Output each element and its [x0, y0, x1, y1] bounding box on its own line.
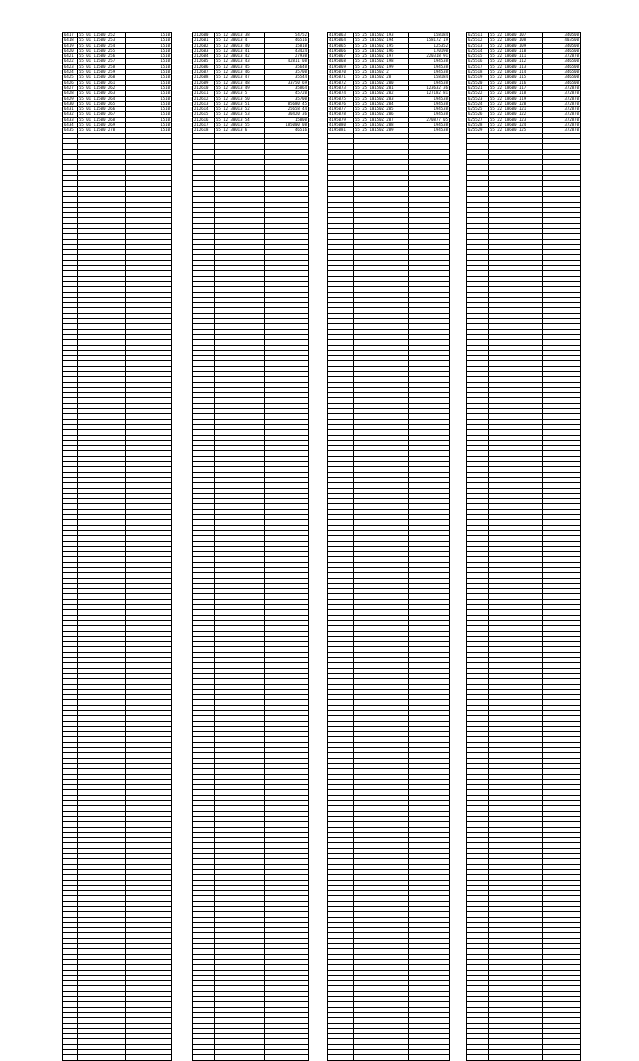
- value-cell: 35700: [265, 70, 309, 75]
- code-cell: 55 25 10150Z 209: [354, 128, 409, 133]
- code-cell: 55 25 10150Z 206: [354, 112, 409, 117]
- row-id-cell: 212614: [193, 107, 215, 112]
- code-cell: 55 12 30013 50: [215, 96, 265, 101]
- value-cell: 372870: [543, 54, 581, 59]
- row-id-cell: 625527: [467, 117, 489, 122]
- value-cell: [409, 1055, 450, 1060]
- value-cell: 1510: [126, 107, 172, 112]
- value-cell: 1510: [126, 33, 172, 38]
- value-cell: 30420 36: [265, 112, 309, 117]
- code-cell: 55 25 10150Z 204: [354, 101, 409, 106]
- code-cell: 55 25 10150Z 197: [354, 54, 409, 59]
- row-id-cell: [193, 1055, 215, 1060]
- row-id-cell: 4195070: [328, 70, 354, 75]
- row-id-cell: 625524: [467, 101, 489, 106]
- code-cell: 55 01 11500 270: [78, 128, 126, 133]
- value-cell: [126, 1055, 172, 1060]
- value-cell: 1510: [126, 117, 172, 122]
- row-id-cell: 625526: [467, 112, 489, 117]
- code-cell: 55 01 11500 263: [78, 91, 126, 96]
- value-cell: 1510: [126, 70, 172, 75]
- row-id-cell: 212618: [193, 128, 215, 133]
- table-column-1: [62, 32, 172, 1061]
- code-cell: 55 22 18600 107: [489, 33, 543, 38]
- row-id-cell: 212603: [193, 48, 215, 53]
- code-cell: 55 12 30013 52: [215, 107, 265, 112]
- code-cell: 55 22 18600 113: [489, 64, 543, 69]
- row-id-cell: 6417: [63, 33, 78, 38]
- value-cell: 372870: [543, 123, 581, 128]
- row-id-cell: 6433: [63, 117, 78, 122]
- table-row: [328, 38, 450, 43]
- value-cell: 35544: [265, 75, 309, 80]
- row-id-cell: [328, 1055, 354, 1060]
- value-cell: 194538: [409, 59, 450, 64]
- code-cell: 55 25 10150Z 203: [354, 96, 409, 101]
- data-table-2: [192, 32, 309, 1061]
- code-cell: 55 01 11500 268: [78, 117, 126, 122]
- row-id-cell: 4195068: [328, 59, 354, 64]
- value-cell: 27930: [265, 54, 309, 59]
- value-cell: 372870: [543, 91, 581, 96]
- row-id-cell: 4195071: [328, 75, 354, 80]
- code-cell: 55 22 18600 124: [489, 123, 543, 128]
- code-cell: 55 12 30013 41: [215, 48, 265, 53]
- code-cell: 55 01 11500 269: [78, 123, 126, 128]
- code-cell: [78, 1055, 126, 1060]
- row-id-cell: 4195081: [328, 128, 354, 133]
- table-row: [63, 1055, 172, 1060]
- row-id-cell: 212602: [193, 43, 215, 48]
- code-cell: 55 25 10150Z 199: [354, 64, 409, 69]
- row-id-cell: 625529: [467, 128, 489, 133]
- row-id-cell: 6419: [63, 43, 78, 48]
- row-id-cell: 625517: [467, 64, 489, 69]
- value-cell: 125352: [409, 43, 450, 48]
- code-cell: 55 22 18600 118: [489, 91, 543, 96]
- value-cell: 1510: [126, 80, 172, 85]
- value-cell: 46516: [265, 38, 309, 43]
- code-cell: 55 22 18600 125: [489, 128, 543, 133]
- value-cell: 346500: [543, 70, 581, 75]
- row-id-cell: 625514: [467, 48, 489, 53]
- row-id-cell: 212612: [193, 96, 215, 101]
- row-id-cell: [63, 1055, 78, 1060]
- table-row: [193, 1055, 309, 1060]
- table-row: [328, 85, 450, 90]
- row-id-cell: 4195075: [328, 96, 354, 101]
- value-cell: 25658 44: [265, 107, 309, 112]
- value-cell: 54752: [265, 33, 309, 38]
- row-id-cell: 4195074: [328, 91, 354, 96]
- value-cell: 35640: [265, 64, 309, 69]
- code-cell: 55 12 30013 54: [215, 117, 265, 122]
- row-id-cell: 212601: [193, 38, 215, 43]
- code-cell: 55 25 10150Z 193: [354, 33, 409, 38]
- value-cell: 270877 05: [409, 117, 450, 122]
- code-cell: 55 01 11500 259: [78, 70, 126, 75]
- code-cell: 55 12 30013 38: [215, 33, 265, 38]
- code-cell: 55 01 11500 265: [78, 101, 126, 106]
- row-id-cell: 625521: [467, 85, 489, 90]
- value-cell: 15810: [265, 43, 309, 48]
- code-cell: 55 22 18600 109: [489, 43, 543, 48]
- code-cell: 55 22 18600 110: [489, 48, 543, 53]
- code-cell: 55 12 30013 48: [215, 80, 265, 85]
- value-cell: 1510: [126, 101, 172, 106]
- code-cell: 55 12 30013 49: [215, 85, 265, 90]
- row-id-cell: 625518: [467, 70, 489, 75]
- code-cell: 55 25 10150Z 202: [354, 91, 409, 96]
- row-id-cell: 625528: [467, 123, 489, 128]
- code-cell: 55 25 10150Z 205: [354, 107, 409, 112]
- data-table-4: [466, 32, 581, 1061]
- code-cell: 55 22 18600 112: [489, 59, 543, 64]
- code-cell: 55 25 10150Z 20: [354, 75, 409, 80]
- row-id-cell: 212616: [193, 117, 215, 122]
- table-row: [328, 91, 450, 96]
- value-cell: 1510: [126, 59, 172, 64]
- code-cell: 55 22 18600 115: [489, 75, 543, 80]
- value-cell: 43424: [265, 48, 309, 53]
- value-cell: 1510: [126, 43, 172, 48]
- row-id-cell: 6424: [63, 70, 78, 75]
- row-id-cell: 212615: [193, 112, 215, 117]
- row-id-cell: 212604: [193, 54, 215, 59]
- value-cell: 158184: [409, 75, 450, 80]
- code-cell: 55 12 30013 53: [215, 112, 265, 117]
- row-id-cell: 6428: [63, 91, 78, 96]
- value-cell: 372870: [543, 96, 581, 101]
- row-id-cell: 625522: [467, 91, 489, 96]
- value-cell: 123632 36: [409, 85, 450, 90]
- row-id-cell: 212611: [193, 91, 215, 96]
- code-cell: 55 12 30013 6: [215, 128, 265, 133]
- value-cell: 194538: [409, 64, 450, 69]
- value-cell: 158172 19: [409, 38, 450, 43]
- value-cell: 403500: [543, 38, 581, 43]
- table-row: [328, 54, 450, 59]
- value-cell: 194538: [409, 128, 450, 133]
- code-cell: 55 12 30013 51: [215, 101, 265, 106]
- code-cell: 55 22 18600 116: [489, 80, 543, 85]
- row-id-cell: 212610: [193, 85, 215, 90]
- code-cell: 55 22 18600 119: [489, 96, 543, 101]
- code-cell: 55 12 30013 40: [215, 43, 265, 48]
- value-cell: 372870: [543, 101, 581, 106]
- value-cell: 340500: [543, 43, 581, 48]
- row-id-cell: 6425: [63, 75, 78, 80]
- value-cell: 372870: [543, 107, 581, 112]
- value-cell: 1510: [126, 91, 172, 96]
- code-cell: 55 22 18600 108: [489, 38, 543, 43]
- code-cell: 55 22 18600 122: [489, 112, 543, 117]
- value-cell: 372870: [543, 117, 581, 122]
- row-id-cell: 4195079: [328, 117, 354, 122]
- row-id-cell: 4195078: [328, 112, 354, 117]
- row-id-cell: 212613: [193, 101, 215, 106]
- code-cell: 55 01 11500 256: [78, 54, 126, 59]
- row-id-cell: 212606: [193, 64, 215, 69]
- row-id-cell: 6421: [63, 54, 78, 59]
- row-id-cell: 625515: [467, 54, 489, 59]
- code-cell: 55 25 10150Z 194: [354, 38, 409, 43]
- value-cell: 372870: [543, 112, 581, 117]
- code-cell: 55 25 10150Z 208: [354, 123, 409, 128]
- row-id-cell: [467, 1055, 489, 1060]
- code-cell: 55 12 30013 47: [215, 75, 265, 80]
- value-cell: [265, 1055, 309, 1060]
- value-cell: 194538: [409, 70, 450, 75]
- value-cell: 372870: [543, 128, 581, 133]
- code-cell: 55 12 30013 5: [215, 91, 265, 96]
- row-id-cell: 212609: [193, 80, 215, 85]
- row-id-cell: 4195067: [328, 54, 354, 59]
- table-column-2: [192, 32, 309, 1061]
- value-cell: 127182 81: [409, 91, 450, 96]
- code-cell: 55 12 30013 46: [215, 70, 265, 75]
- row-id-cell: 6434: [63, 123, 78, 128]
- value-cell: 346500: [543, 59, 581, 64]
- code-cell: 55 01 11500 252: [78, 33, 126, 38]
- value-cell: 346500: [543, 75, 581, 80]
- row-id-cell: 6427: [63, 85, 78, 90]
- value-cell: 170190: [409, 48, 450, 53]
- code-cell: 55 25 10150Z 195: [354, 43, 409, 48]
- value-cell: 194538: [409, 123, 450, 128]
- value-cell: 1510: [126, 75, 172, 80]
- table-column-3: [327, 32, 450, 1061]
- value-cell: 185000 08: [265, 123, 309, 128]
- code-cell: [215, 1055, 265, 1060]
- value-cell: 46516: [265, 128, 309, 133]
- data-table-3: [327, 32, 450, 1061]
- code-cell: 55 25 10150Z 207: [354, 117, 409, 122]
- value-cell: 1510: [126, 128, 172, 133]
- code-cell: 55 01 11500 267: [78, 112, 126, 117]
- row-id-cell: 625513: [467, 43, 489, 48]
- code-cell: 55 22 18600 121: [489, 107, 543, 112]
- code-cell: 55 01 11500 266: [78, 107, 126, 112]
- value-cell: 220318 91: [409, 54, 450, 59]
- row-id-cell: 4195069: [328, 64, 354, 69]
- row-id-cell: 212600: [193, 33, 215, 38]
- row-id-cell: 6429: [63, 96, 78, 101]
- row-id-cell: 6420: [63, 48, 78, 53]
- value-cell: 35700: [265, 96, 309, 101]
- code-cell: 55 12 30013 45: [215, 64, 265, 69]
- row-id-cell: 6423: [63, 64, 78, 69]
- code-cell: 55 01 11500 264: [78, 96, 126, 101]
- value-cell: 42811 08: [265, 59, 309, 64]
- row-id-cell: 4195077: [328, 107, 354, 112]
- code-cell: 55 25 10150Z 198: [354, 59, 409, 64]
- code-cell: 55 01 11500 257: [78, 59, 126, 64]
- code-cell: 55 25 10150Z 196: [354, 48, 409, 53]
- row-id-cell: 625511: [467, 33, 489, 38]
- code-cell: 55 12 30013 42: [215, 54, 265, 59]
- code-cell: 55 01 11500 255: [78, 48, 126, 53]
- value-cell: 45720: [265, 91, 309, 96]
- row-id-cell: 625525: [467, 107, 489, 112]
- value-cell: 1510: [126, 123, 172, 128]
- code-cell: 55 22 18600 111: [489, 54, 543, 59]
- value-cell: 194538: [409, 107, 450, 112]
- value-cell: 194538: [409, 96, 450, 101]
- row-id-cell: 6435: [63, 128, 78, 133]
- code-cell: [354, 1055, 409, 1060]
- row-id-cell: 4195063: [328, 33, 354, 38]
- code-cell: 55 01 11500 260: [78, 75, 126, 80]
- code-cell: 55 22 18600 120: [489, 101, 543, 106]
- code-cell: 55 22 18600 123: [489, 117, 543, 122]
- row-id-cell: 625523: [467, 96, 489, 101]
- code-cell: 55 01 11500 258: [78, 64, 126, 69]
- code-cell: 55 22 18600 114: [489, 70, 543, 75]
- data-table-1: [62, 32, 172, 1061]
- code-cell: 55 22 18600 117: [489, 85, 543, 90]
- code-cell: 55 01 11500 253: [78, 38, 126, 43]
- table-row: [328, 1055, 450, 1060]
- value-cell: 372870: [543, 85, 581, 90]
- value-cell: 158184: [409, 33, 450, 38]
- code-cell: 55 01 11500 254: [78, 43, 126, 48]
- code-cell: 55 25 10150Z 201: [354, 85, 409, 90]
- row-id-cell: 4195072: [328, 80, 354, 85]
- code-cell: [489, 1055, 543, 1060]
- row-id-cell: 625516: [467, 59, 489, 64]
- row-id-cell: 212617: [193, 123, 215, 128]
- code-cell: 55 12 30013 43: [215, 59, 265, 64]
- value-cell: 346500: [543, 48, 581, 53]
- value-cell: 194538: [409, 101, 450, 106]
- row-id-cell: 4195066: [328, 48, 354, 53]
- row-id-cell: 625520: [467, 80, 489, 85]
- value-cell: 1510: [126, 48, 172, 53]
- value-cell: 33750 69: [265, 80, 309, 85]
- code-cell: 55 01 11500 262: [78, 85, 126, 90]
- row-id-cell: 4195064: [328, 38, 354, 43]
- code-cell: 55 12 30013 55: [215, 123, 265, 128]
- row-id-cell: 212608: [193, 75, 215, 80]
- value-cell: 1510: [126, 54, 172, 59]
- value-cell: 346500: [543, 64, 581, 69]
- row-id-cell: 4195080: [328, 123, 354, 128]
- value-cell: 1510: [126, 38, 172, 43]
- code-cell: 55 01 11500 261: [78, 80, 126, 85]
- row-id-cell: 212607: [193, 70, 215, 75]
- row-id-cell: 6418: [63, 38, 78, 43]
- value-cell: 35864: [265, 85, 309, 90]
- value-cell: 1510: [126, 64, 172, 69]
- row-id-cell: 4195073: [328, 85, 354, 90]
- value-cell: [543, 1055, 581, 1060]
- row-id-cell: 6426: [63, 80, 78, 85]
- row-id-cell: 625519: [467, 75, 489, 80]
- value-cell: 1510: [126, 85, 172, 90]
- row-id-cell: 6430: [63, 101, 78, 106]
- value-cell: 1510: [126, 112, 172, 117]
- row-id-cell: 6432: [63, 112, 78, 117]
- code-cell: 55 25 10150Z 200: [354, 80, 409, 85]
- value-cell: 194538: [409, 80, 450, 85]
- code-cell: 55 12 30013 4: [215, 38, 265, 43]
- row-id-cell: 6431: [63, 107, 78, 112]
- row-id-cell: 6422: [63, 59, 78, 64]
- value-cell: 1510: [126, 96, 172, 101]
- code-cell: 55 25 10150Z 2: [354, 70, 409, 75]
- row-id-cell: 4195065: [328, 43, 354, 48]
- table-row: [467, 1055, 581, 1060]
- value-cell: 346500: [543, 80, 581, 85]
- row-id-cell: 212605: [193, 59, 215, 64]
- table-row: [328, 117, 450, 122]
- value-cell: 85680 45: [265, 101, 309, 106]
- value-cell: 340500: [543, 33, 581, 38]
- value-cell: 15000: [265, 117, 309, 122]
- row-id-cell: 625512: [467, 38, 489, 43]
- value-cell: 194538: [409, 112, 450, 117]
- row-id-cell: 4195076: [328, 101, 354, 106]
- table-column-4: [466, 32, 581, 1061]
